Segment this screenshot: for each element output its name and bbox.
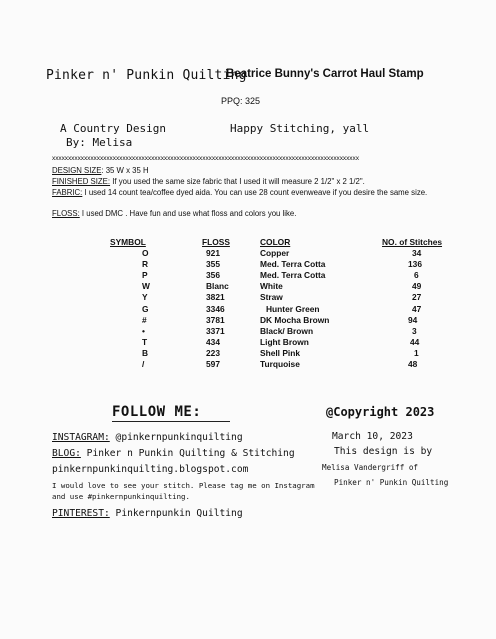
blog-line [52,448,295,459]
floss-cell: 3821 [206,292,225,303]
finished-size-label: FINISHED SIZE: [52,177,111,186]
table-row [110,325,462,336]
table-row [110,348,462,359]
stitches-cell: 49 [412,281,422,292]
pinterest-label: PINTEREST: [52,508,110,519]
brand-name: Pinker n' Punkin Quilting [46,68,247,83]
floss-cell: 356 [206,269,220,280]
pattern-number: PPQ: 325 [221,96,261,106]
color-cell: Med. Terra Cotta [260,269,326,280]
fabric-value: I used 14 count tea/coffee dyed aida. You can use 28 count evenweave if you desire the same size. [82,188,428,197]
color-cell: Med. Terra Cotta [260,258,326,269]
header-symbol: SYMBOL [110,236,146,247]
separator-line: xxxxxxxxxxxxxxxxxxxxxxxxxxxxxxxxxxxxxxxxxxxxxxxxxxxxxxxxxxxxxxxxxxxxxxxxxxxxxxxxxxxxxxxxxxxxxxxx [52,155,359,162]
finished-size-line [52,177,442,187]
header-stitches: NO. of Stitches [382,236,443,247]
company-text: Pinker n' Punkin Quilting [334,478,449,487]
stitches-cell: 48 [408,359,418,370]
symbol-cell: O [142,247,149,258]
stitches-cell: 6 [414,269,419,280]
pinterest-line [52,508,243,519]
floss-table-header [110,236,462,247]
stitches-cell: 136 [408,258,422,269]
instagram-label: INSTAGRAM: [52,432,110,443]
table-row [110,258,462,269]
floss-cell: 3781 [206,314,225,325]
stitches-cell: 34 [412,247,422,258]
tag-note-line-1: I would love to see your stitch. Please tag me on Instagram [52,481,315,490]
tag-note-line-2: and use #pinkernpunkinquilting. [52,492,190,501]
table-row [110,292,462,303]
stitches-cell: 1 [414,348,419,359]
floss-cell: 355 [206,258,220,269]
table-row [110,269,462,280]
color-cell: White [260,281,283,292]
stitches-cell: 44 [410,337,420,348]
header-color: COLOR [260,236,291,247]
floss-cell: Blanc [206,281,229,292]
table-row [110,303,462,314]
symbol-cell: / [142,359,145,370]
blog-url[interactable]: pinkernpunkinquilting.blogspot.com [52,464,249,475]
author-text: Melisa Vandergriff of [322,463,419,472]
blog-name: Pinker n Punkin Quilting & Stitching [80,448,295,459]
instagram-handle[interactable]: @pinkernpunkinquilting [109,432,243,443]
floss-cell: 597 [206,359,220,370]
floss-cell: 921 [206,247,220,258]
copyright-date: March 10, 2023 [332,431,413,442]
design-size-label: DESIGN SIZE [52,166,102,175]
pattern-title: Beatrice Bunny's Carrot Haul Stamp [226,68,424,80]
design-size-value: : 35 W x 35 H [101,166,149,175]
table-row [110,359,462,370]
design-by-text: This design is by [334,446,433,457]
follow-me-heading: FOLLOW ME: [112,404,202,420]
table-row [110,281,462,292]
greeting-text: Happy Stitching, yall [230,122,370,135]
fabric-label: FABRIC: [52,188,83,197]
instagram-line [52,432,243,443]
symbol-cell: T [142,337,148,348]
floss-cell: 434 [206,337,220,348]
follow-me-underline [112,421,230,422]
stitches-cell: 3 [412,325,417,336]
country-design-text: A Country Design [60,122,166,135]
symbol-cell: G [142,303,149,314]
stitches-cell: 94 [408,314,418,325]
copyright-heading: @Copyright 2023 [326,405,435,419]
color-cell: Shell Pink [260,348,301,359]
color-cell: Copper [260,247,290,258]
symbol-cell: • [142,325,145,336]
stitches-cell: 47 [412,303,422,314]
floss-value: I used DMC . Have fun and use what floss and colors you like. [79,209,297,218]
design-size-line [52,166,442,176]
color-cell: Straw [260,292,283,303]
finished-size-value: If you used the same size fabric that I used it will measure 2 1/2" x 2 1/2". [110,177,365,186]
fabric-line [52,188,442,198]
stitches-cell: 27 [412,292,422,303]
floss-table [110,236,462,370]
color-cell: Hunter Green [266,303,320,314]
symbol-cell: B [142,348,149,359]
color-cell: Light Brown [260,337,309,348]
color-cell: DK Mocha Brown [260,314,330,325]
symbol-cell: Y [142,292,148,303]
floss-label: FLOSS: [52,209,80,218]
symbol-cell: # [142,314,147,325]
table-row [110,314,462,325]
color-cell: Black/ Brown [260,325,314,336]
pinterest-name[interactable]: Pinkernpunkin Quilting [109,508,243,519]
symbol-cell: W [142,281,150,292]
designer-byline: By: Melisa [66,136,133,149]
header-floss: FLOSS [202,236,230,247]
floss-cell: 3346 [206,303,225,314]
blog-label: BLOG: [52,448,81,459]
floss-line [52,209,442,219]
color-cell: Turquoise [260,359,300,370]
floss-cell: 223 [206,348,220,359]
table-row [110,337,462,348]
symbol-cell: P [142,269,148,280]
table-row [110,247,462,258]
symbol-cell: R [142,258,149,269]
floss-cell: 3371 [206,325,225,336]
